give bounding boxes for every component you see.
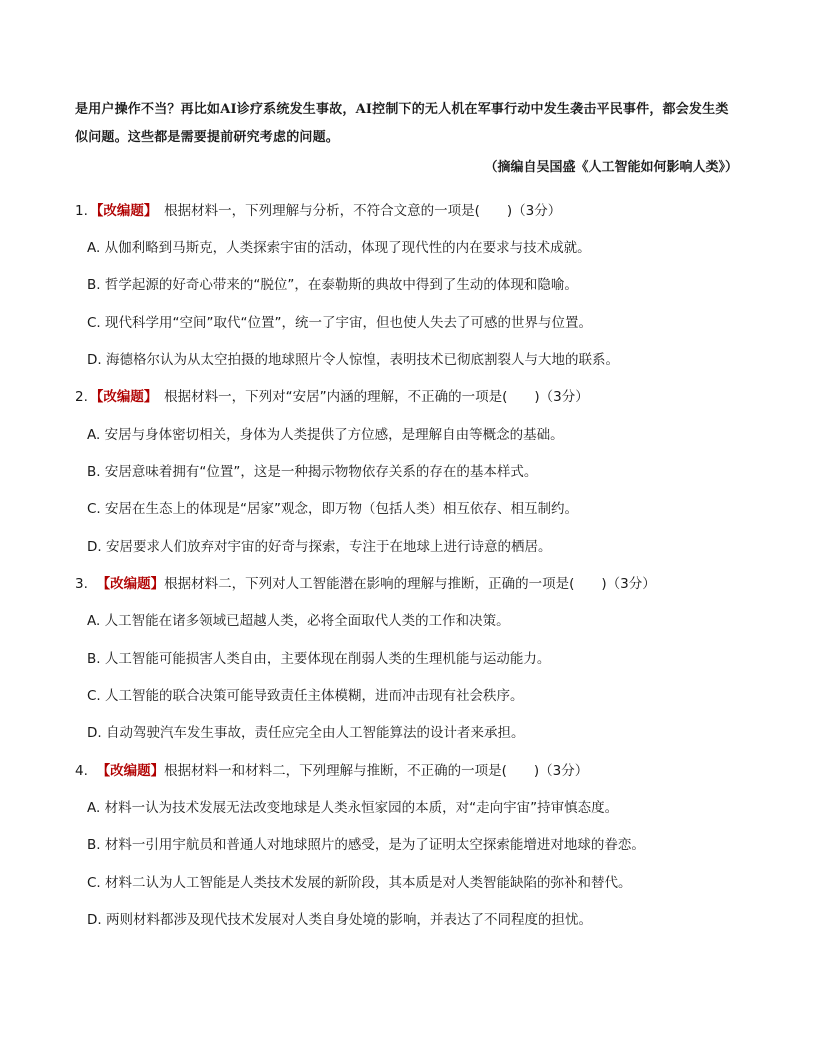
question-number: 1. [75,203,88,219]
question-tag: 【改编题】 [89,389,151,405]
option-b: B. 材料一引用宇航员和普通人对地球照片的感受，是为了证明太空探索能增进对地球的眷恋。 [87,837,645,853]
question-tag: 【改编题】 [89,203,151,219]
option-c: C. 安居在生态上的体现是“居家”观念，即万物（包括人类）相互依存、相互制约。 [87,501,578,517]
option-d: D. 两则材料都涉及现代技术发展对人类自身处境的影响，并表达了不同程度的担忧。 [87,912,592,928]
question-stem: 根据材料二，下列对人工智能潜在影响的理解与推断，正确的一项是( )（3分） [164,576,656,592]
question-stem: 根据材料一和材料二，下列理解与推断，不正确的一项是( )（3分） [164,763,589,779]
question-1 [75,199,745,219]
question-stem: 根据材料一，下列对“安居”内涵的理解，不正确的一项是( )（3分） [164,389,589,405]
question-tag: 【改编题】 [103,763,165,779]
question-stem: 根据材料一，下列理解与分析，不符合文意的一项是( )（3分） [164,203,562,219]
option-a: A. 材料一认为技术发展无法改变地球是人类永恒家园的本质，对“走向宇宙”持审慎态度。 [87,800,619,816]
option-a: A. 人工智能在诸多领域已超越人类，必将全面取代人类的工作和决策。 [87,613,510,629]
option-a: A. 从伽利略到马斯克，人类探索宇宙的活动，体现了现代性的内在要求与技术成就。 [87,240,591,256]
question-number: 2. [75,389,88,405]
option-a: A. 安居与身体密切相关，身体为人类提供了方位感，是理解自由等概念的基础。 [87,427,564,443]
option-b: B. 人工智能可能损害人类自由，主要体现在削弱人类的生理机能与运动能力。 [87,651,551,667]
question-4 [75,759,745,779]
option-d: D. 自动驾驶汽车发生事故，责任应完全由人工智能算法的设计者来承担。 [87,725,525,741]
passage-source: （摘编自吴国盛《人工智能如何影响人类》） [484,160,738,175]
option-b: B. 哲学起源的好奇心带来的“脱位”，在泰勒斯的典故中得到了生动的体现和隐喻。 [87,277,578,293]
option-d: D. 安居要求人们放弃对宇宙的好奇与探索，专注于在地球上进行诗意的栖居。 [87,539,552,555]
option-b: B. 安居意味着拥有“位置”，这是一种揭示物物依存关系的存在的基本样式。 [87,464,538,480]
question-tag: 【改编题】 [103,576,165,592]
option-c: C. 材料二认为人工智能是人类技术发展的新阶段，其本质是对人类智能缺陷的弥补和替代。 [87,875,632,891]
question-2 [75,385,745,405]
question-3 [75,572,745,592]
question-number: 3. [75,576,88,592]
question-number: 4. [75,763,88,779]
option-c: C. 人工智能的联合决策可能导致责任主体模糊，进而冲击现有社会秩序。 [87,688,524,704]
option-d: D. 海德格尔认为从太空拍摄的地球照片令人惊惶，表明技术已彻底割裂人与大地的联系。 [87,352,619,368]
passage-paragraph: 是用户操作不当？再比如AI诊疗系统发生事故，AI控制下的无人机在军事行动中发生袭击平民事件，都会发生类似问题。这些都是需要提前研究考虑的问题。 [75,102,729,145]
option-c: C. 现代科学用“空间”取代“位置”，统一了宇宙，但也使人失去了可感的世界与位置。 [87,315,592,331]
